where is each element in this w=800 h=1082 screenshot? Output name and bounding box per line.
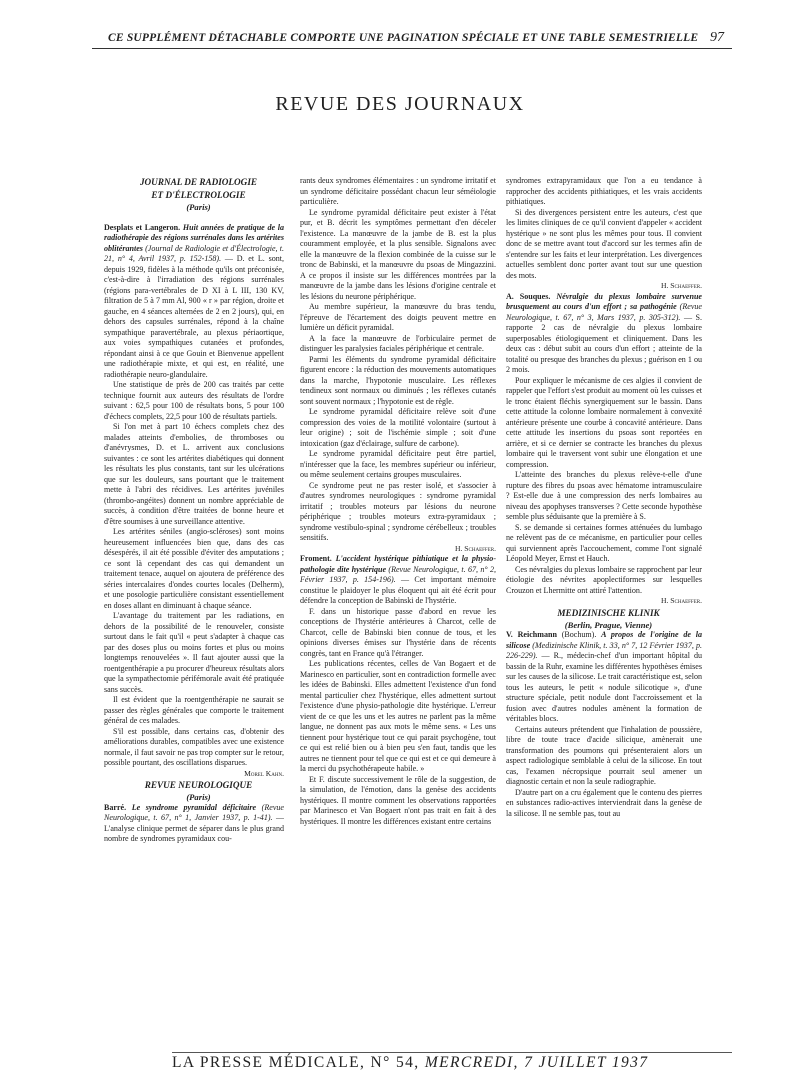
article-title: Névralgie du plexus lombaire survenue brusquement au cours d'un effort ; sa pathogénie	[506, 291, 702, 311]
article-text: D'autre part on a cru également que le contenu des pierres en substances radio-actives interviendrait dans la genèse de la silicose. Il ne semble pas, tout au	[506, 787, 702, 818]
section-place: (Berlin, Prague, Vienne)	[564, 619, 653, 630]
section-heading: REVUE NEUROLOGIQUE	[144, 780, 253, 790]
article-text: F. dans un historique passe d'abord en revue les conceptions de l'hystérie antérieures à Charcot, celle de Charcot, celle de Babinski bien connue de tous, et les opinions diverses émises sur l'hystérie dans de récents congrès, tant en France qu'à l'étranger.	[300, 606, 496, 658]
article-text: syndromes extrapyramidaux que l'on a eu tendance à rapprocher des accidents pithiatiques, et les vrais accidents pithiatiques.	[506, 176, 702, 206]
article-text: Il est évident que la roentgenthérapie ne saurait se passer des règles générales que comporte le traitement général de ces malades.	[104, 695, 284, 725]
article-text: Si des divergences persistent entre les auteurs, c'est que les limites cliniques de ce qu'il convient d'appeler « accident hystérique » ne sont plus les mêmes pour tous. Il convient donc de se mettre avant tout d'accord sur les termes afin de s'entendre sur les faits et leur interprétation. Les divergences actuelles semblent donc porter avant tout sur une question des mots.	[506, 207, 702, 280]
section-heading: ET D'ÉLECTROLOGIE	[151, 190, 246, 200]
article-text: Le syndrome pyramidal déficitaire relève soit d'une compression des voies de la motilité volontaire (surtout à leur origine) ; soit de l'ischémie simple ; soit d'une intoxication (gaz d'éclairage, sulfure de carbone).	[300, 407, 496, 448]
article-header	[506, 630, 702, 725]
article-text: L'avantage du traitement par les radiations, en dehors de la possibilité de le renouveler, consiste surtout dans le fait qu'il « peut s'adapter à chaque cas par des doses plus ou moins fortes et plus ou moins longtemps renouvelées ». Il faut ajouter aussi que la roentgenthérapie a pu procurer d'heureux résultats alors que la sympathectomie périfémorale avait été pratiquée sans succès.	[104, 611, 284, 694]
article-authors: Desplats et Langeron.	[104, 222, 181, 232]
column-middle	[300, 176, 496, 888]
page-number: 97	[710, 30, 724, 45]
article-title: Le syndrome pyramidal déficitaire	[131, 802, 257, 812]
article-text: rants deux syndromes élémentaires : un syndrome irritatif et un syndrome déficitaire possédant chacun leur séméiologie particulière.	[300, 176, 496, 206]
section-place: (Paris)	[186, 202, 211, 212]
article-citation: (Journal de Radiologie et d'Électrologie, t. 21, n° 4, Avril 1937, p. 152-158).	[104, 243, 284, 263]
article-text: Certains auteurs prétendent que l'inhalation de poussière, libre de toute trace d'acide silicique, amènerait une transformation des poumons qui présenteraient alors un aspect radiologique semblable à celui de la silicose. En tout cas, l'examen nécropsique pourrait seul amener un diagnostic certain et non la seule radiographie.	[506, 724, 702, 786]
page-footer	[172, 1052, 732, 1072]
page-title: REVUE DES JOURNAUX	[275, 93, 525, 115]
article-header	[104, 223, 284, 381]
article-signature: H. Schaeffer.	[455, 543, 496, 553]
article-text: Le syndrome pyramidal déficitaire peut être partiel, n'intéresser que la face, les membres supérieur ou inférieur, ou même seulement certains groupes musculaires.	[300, 449, 496, 479]
column-left	[104, 176, 284, 896]
footer-date: MERCREDI, 7 JUILLET 1937	[424, 1054, 649, 1071]
article-text: Ces névralgies du plexus lombaire se rapprochent par leur étiologie des névrites apoplectiformes sur lesquelles Crouzon et Lhermitte ont attiré l'attention.	[506, 564, 702, 595]
article-text: Une statistique de près de 200 cas traités par cette technique fournit aux auteurs des résultats de l'ordre suivant : 62,5 pour 100 de résultats bons, 5 pour 100 d'échecs complets, 22,5 pour 100 de résultats partiels.	[104, 380, 284, 421]
article-text: S. se demande si certaines formes atténuées du lumbago ne relèvent pas de ce mécanisme, en particulier pour celles qui surviennent après l'accouchement, comme l'ont signalé Léopold Meyer, Ernst et Hauch.	[506, 522, 702, 563]
supplement-notice: CE SUPPLÉMENT DÉTACHABLE COMPORTE UNE PAGINATION SPÉCIALE ET UNE TABLE SEMESTRIELLE	[108, 32, 699, 44]
article-title: A propos de l'origine de la silicose	[506, 630, 702, 650]
article-signature: Morel Kahn.	[244, 768, 284, 778]
article-text: Ce syndrome peut ne pas rester isolé, et s'associer à d'autres syndromes neurologiques : syndrome pyramidal irritatif ; troubles moteurs par lésions du neurone périphérique ; troubles moteurs extra-pyramidaux ; syndrome vestibulo-spinal ; syndrome cérébelleux ; troubles sensitifs.	[300, 480, 496, 542]
footer-journal: LA PRESSE MÉDICALE, N° 54,	[172, 1054, 420, 1071]
article-text: S'il est possible, dans certains cas, d'obtenir des améliorations durables, compatibles avec une existence normale, il faut savoir ne pas trop compter sur le retour, possible pourtant, des oscillations disparues.	[104, 726, 284, 767]
article-authors: Barré.	[104, 802, 127, 812]
section-heading: JOURNAL DE RADIOLOGIE	[139, 177, 258, 187]
article-signature: H. Schaeffer.	[661, 281, 702, 290]
article-text: — L'analyse clinique permet de séparer dans le plus grand nombre de syndromes pyramidaux cou-	[104, 813, 284, 843]
article-authors: A. Souques.	[506, 291, 551, 301]
article-text: — Cet important mémoire constitue le plaidoyer le plus éloquent qui ait été écrit pour défendre la conception de Babinski de l'hystérie.	[300, 575, 496, 605]
article-author-location: (Bochum).	[561, 630, 597, 639]
article-header	[104, 803, 284, 845]
article-citation: (Revue Neurologique, t. 67, n° 1, Janvier 1937, p. 1-41).	[104, 802, 284, 822]
article-title: L'accident hystérique pithiatique et la physio-pathologie dite hystérique	[300, 554, 496, 574]
article-text: — D. et L. sont, depuis 1929, fidèles à la méthode qu'ils ont préconisée, c'est-à-dire à l'irradiation des régions surrénales (régions para-vertébrales de D XI à L III, 130 KV, filtration de 5 à 7 mm Al, 900 « r » par région, droite et gauche, en 4 séances alternées de 2 en 2 jours), qui, en dehors des capsules surrénales, répond à la chaîne sympathique paravertébrale, au plexus périaortique, aux voies sympathiques cutanées et profondes, répondant ainsi à ce que Gouin et Bienvenue appellent une radiothérapie mixte, et qui est, en réalité, une radiothérapie neuro-glandulaire.	[104, 254, 284, 379]
article-authors: V. Reichmann	[506, 630, 557, 639]
article-text: — S. rapporte 2 cas de névralgie du plexus lombaire superposables étiologiquement et cliniquement. Dans les deux cas : début subit au cours d'un effort ; atteinte de la totalité ou presque des branches du plexus ; guérison en 1 ou 2 mois.	[506, 312, 702, 374]
article-text: Les artérites séniles (angio-scléroses) sont moins heureusement influencées bien que, dans des cas désespérés, il ait été possible d'éviter des amputations ; ce sont là cependant des cas qui demandent un traitement tenace, auquel on ajoutera de préférence des séries intercalaires d'ondes courtes locales (Delherm), et une posologie particulière consistant essentiellement en doses allant en diminuant à chaque séance.	[104, 527, 284, 610]
column-right	[506, 176, 702, 888]
article-text: Et F. discute successivement le rôle de la suggestion, de la simulation, de l'émotion, dans la genèse des accidents hystériques. Il montre comment les observations rapportées par Marinesco et Van Bogaert n'ont pas trait en fait à des hystériques. Il montre les différences existant entre certains	[300, 774, 496, 826]
article-text: Parmi les éléments du syndrome pyramidal déficitaire figurent encore : la réduction des mouvements automatiques dans la marche, l'hypotonie musculaire. Les réflexes tendineux sont normaux ou diminués ; les réflexes cutanés sont souvent normaux ; l'hypotonie est de règle.	[300, 354, 496, 406]
article-text: Au membre supérieur, la manœuvre du bras tendu, l'épreuve de l'écartement des doigts peuvent mettre en lumière un déficit pyramidal.	[300, 302, 496, 332]
article-text: Pour expliquer le mécanisme de ces algies il convient de rappeler que l'effort s'est produit au moment où les cuisses et le tronc étaient fléchis synergiquement sur le bassin. Dans cette attitude la colonne lombaire normalement à convexité antérieure présente une courbe à concavité antérieure. Dans cette attitude les insertions du psoas sont reportées en arrière, et si ce dernier se contracte les branches du plexus lombaire qui le traversent vont subir une élongation et une compression.	[506, 375, 702, 469]
running-header	[92, 30, 732, 49]
article-authors: Froment.	[300, 554, 332, 563]
article-text: L'atteinte des branches du plexus relève-t-elle d'une rupture des fibres du psoas avec hématome intramusculaire ? Est-elle due à une compression des nerfs lombaires au niveau des apophyses transverses ? Cette seconde hypothèse semble plus séduisante que la première à S.	[506, 470, 702, 521]
article-text: A la face la manœuvre de l'orbiculaire permet de distinguer les paralysies faciales périphérique et centrale.	[300, 333, 496, 353]
article-citation: (Medizinische Klinik, t. 33, n° 7, 12 Février 1937, p. 226-229).	[506, 640, 702, 660]
article-text: Si l'on met à part 10 échecs complets chez des malades atteints d'embolies, de thromboses ou d'anévrysmes, D. et L. arrivent aux conclusions suivantes : ce sont les artérites diabétiques qui donnent les résultats les plus constants, tant sur les ulcérations que sur les douleurs, sans pourtant que le traitement mette à l'abri des récidives. Les artérites juvéniles (thrombo-angéites) donnent un nombre appréciable de succès, à condition d'être traitées de bonne heure et d'être soumises à une surveillance attentive.	[104, 422, 284, 526]
article-text: Les publications récentes, celles de Van Bogaert et de Marinesco en particulier, sont en contradiction formelle avec les idées de Babinski. Elles admettent l'existence d'un fond mental particulier chez l'hystérique, elles admettent surtout l'existence d'une physio-pathologie dite hystérique. L'erreur vient de ce que les uns et les autres ne parlent pas la même langue, ne donnent pas aux mots le même sens. « Les uns tiennent pour hystérique tout ce qui parait psychogène, tout ce qui est relié bien ou à bien peu s'en faut, tandis que les autres ne tiennent pour tel que ce qui est et ce qui demeure à la merci du psychothérapeute habile. »	[300, 659, 496, 773]
article-text: — R., médecin-chef d'un important hôpital du bassin de la Ruhr, examine les différentes hypothèses émises sur les causes de la silicose. Le trait caractéristique est, selon tous les auteurs, le petit « nodule silicotique », d'une structure spéciale, petit nodule dont l'accroissement et la fusion avec d'autres nodules amènent la formation de véritables blocs.	[506, 651, 702, 723]
section-heading: MEDIZINISCHE KLINIK	[557, 607, 660, 618]
section-place: (Paris)	[186, 792, 211, 802]
article-title: Huit années de pratique de la radiothérapie des régions surrénales dans les artérites oblitérantes	[104, 222, 284, 253]
article-text: Le syndrome pyramidal déficitaire peut exister à l'état pur, et B. décrit les symptômes permettant d'en déceler l'existence. La manœuvre de la jambe de B. est la plus couramment employée, et la plus sensible. Signalons avec elle la manœuvre de la flexion combinée de la cuisse sur le tronc de Babinski, et la manœuvre du psoas de Mingazzini. A ce propos il insiste sur les différences montrées par la manœuvre de la jambe dans les lésions d'origine centrale et les lésions du neurone périphérique.	[300, 207, 496, 301]
article-header	[506, 292, 702, 376]
article-citation: (Revue Neurologique, t. 67, n° 3, Mars 1937, p. 305-312).	[506, 302, 702, 322]
article-citation: (Revue Neurologique, t. 67, n° 2, Février 1937, p. 154-196).	[300, 564, 496, 584]
article-header	[300, 554, 496, 607]
article-signature: H. Schaeffer.	[661, 596, 702, 605]
